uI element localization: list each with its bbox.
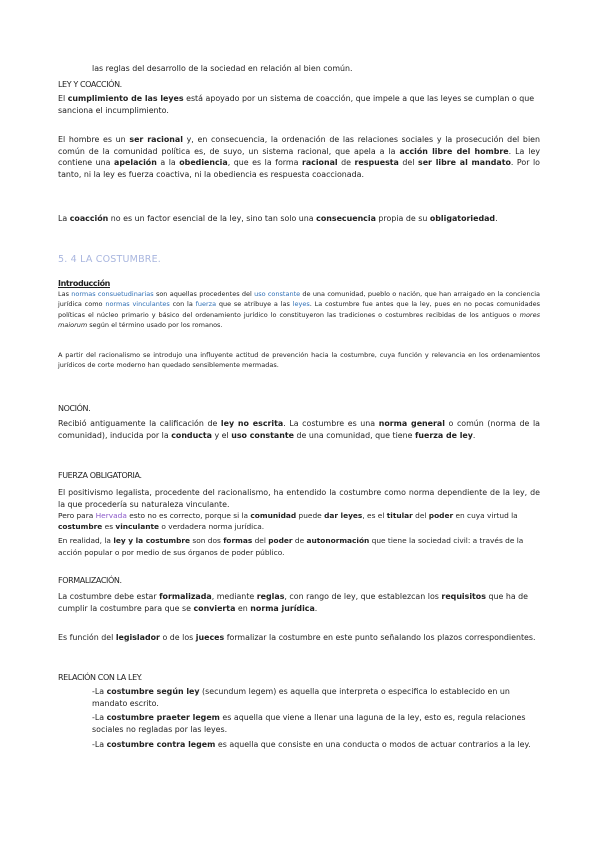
fuerza-p1: El positivismo legalista, procedente del racionalismo, ha entendido la costumbre como norma dependiente de la ley, de la que procedería su naturaleza vinculante.	[58, 488, 540, 509]
relacion-item-secundum: -La costumbre según ley (secundum legem) es aquella que interpreta o especifica lo establecido en un mandato escrito.	[92, 687, 510, 708]
heading-relacion-con-la-ley: RELACIÓN CON LA LEY.	[58, 673, 142, 682]
heading-formalizacion: FORMALIZACIÓN.	[58, 576, 122, 585]
introduccion-p1: Las normas consuetudinarias son aquellas procedentes del uso constante de una comunidad, pueblo o nación, que han arraigado en la conciencia jurídica como normas vinculantes con la fuerza que se atribuye a las leyes. La costumbre fue antes que la ley, pues en no pocas comunidades políticas el núcleo primario y básico del ordenamiento jurídico lo constituyeron las tradiciones o costumbres recibidas de los antiguos o mores maiorum según el término usado por los romanos.	[58, 290, 540, 329]
relacion-item-praeter: -La costumbre praeter legem es aquella que viene a llenar una laguna de la ley, esto es, regula relaciones sociales no regladas por las leyes.	[92, 713, 526, 734]
formalizacion-p2: Es función del legislador o de los jueces formalizar la costumbre en este punto señalando los plazos correspondientes.	[58, 633, 536, 642]
section-title: 5. 4 LA COSTUMBRE.	[58, 254, 162, 265]
ley-coaccion-p3: La coacción no es un factor esencial de la ley, sino tan solo una consecuencia propia de su obligatoriedad.	[58, 214, 498, 223]
introduccion-p2: A partir del racionalismo se introdujo una influyente actitud de prevención hacia la costumbre, cuya función y relevancia en los ordenamientos jurídicos de corte moderno han quedado sensiblemente mermadas.	[58, 351, 540, 370]
relacion-item-contra: -La costumbre contra legem es aquella que consiste en una conducta o modos de actuar contrarios a la ley.	[92, 740, 531, 749]
fuerza-p2: Pero para Hervada esto no es correcto, porque si la comunidad puede dar leyes, es el titular del poder en cuya virtud la costumbre es vinculante o verdadera norma jurídica.	[58, 511, 518, 531]
heading-introduccion: Introducción	[58, 279, 110, 288]
ley-coaccion-p1: El cumplimiento de las leyes está apoyado por un sistema de coacción, que impele a que las leyes se cumplan o que sanciona el incumplimiento.	[58, 94, 535, 115]
heading-ley-coaccion: LEY Y COACCIÓN.	[58, 80, 122, 89]
formalizacion-p1: La costumbre debe estar formalizada, mediante reglas, con rango de ley, que establezcan los requisitos que ha de cumplir la costumbre para que se convierta en norma jurídica.	[58, 592, 529, 613]
intro-line: las reglas del desarrollo de la sociedad en relación al bien común.	[92, 64, 353, 73]
fuerza-p3: En realidad, la ley y la costumbre son dos formas del poder de autonormación que tiene la sociedad civil: a través de la acción popular o por medio de sus órganos de poder público.	[58, 536, 524, 557]
ley-coaccion-p2: El hombre es un ser racional y, en consecuencia, la ordenación de las relaciones sociales y la prosecución del bien común de la comunidad política es, de suyo, un sistema racional, que apela a la acción libre del hombre. La ley contiene una apelación a la obediencia, que es la forma racional de respuesta del ser libre al mandato. Por lo tanto, ni la ley es fuerza coactiva, ni la obediencia es respuesta coaccionada.	[58, 135, 541, 179]
nocion-p1: Recibió antiguamente la calificación de ley no escrita. La costumbre es una norma general o común (norma de la comunidad), inducida por la conducta y el uso constante de una comunidad, que tiene fuerza de ley.	[58, 419, 540, 440]
heading-nocion: NOCIÓN.	[58, 404, 91, 413]
heading-fuerza-obligatoria: FUERZA OBLIGATORIA.	[58, 471, 142, 480]
